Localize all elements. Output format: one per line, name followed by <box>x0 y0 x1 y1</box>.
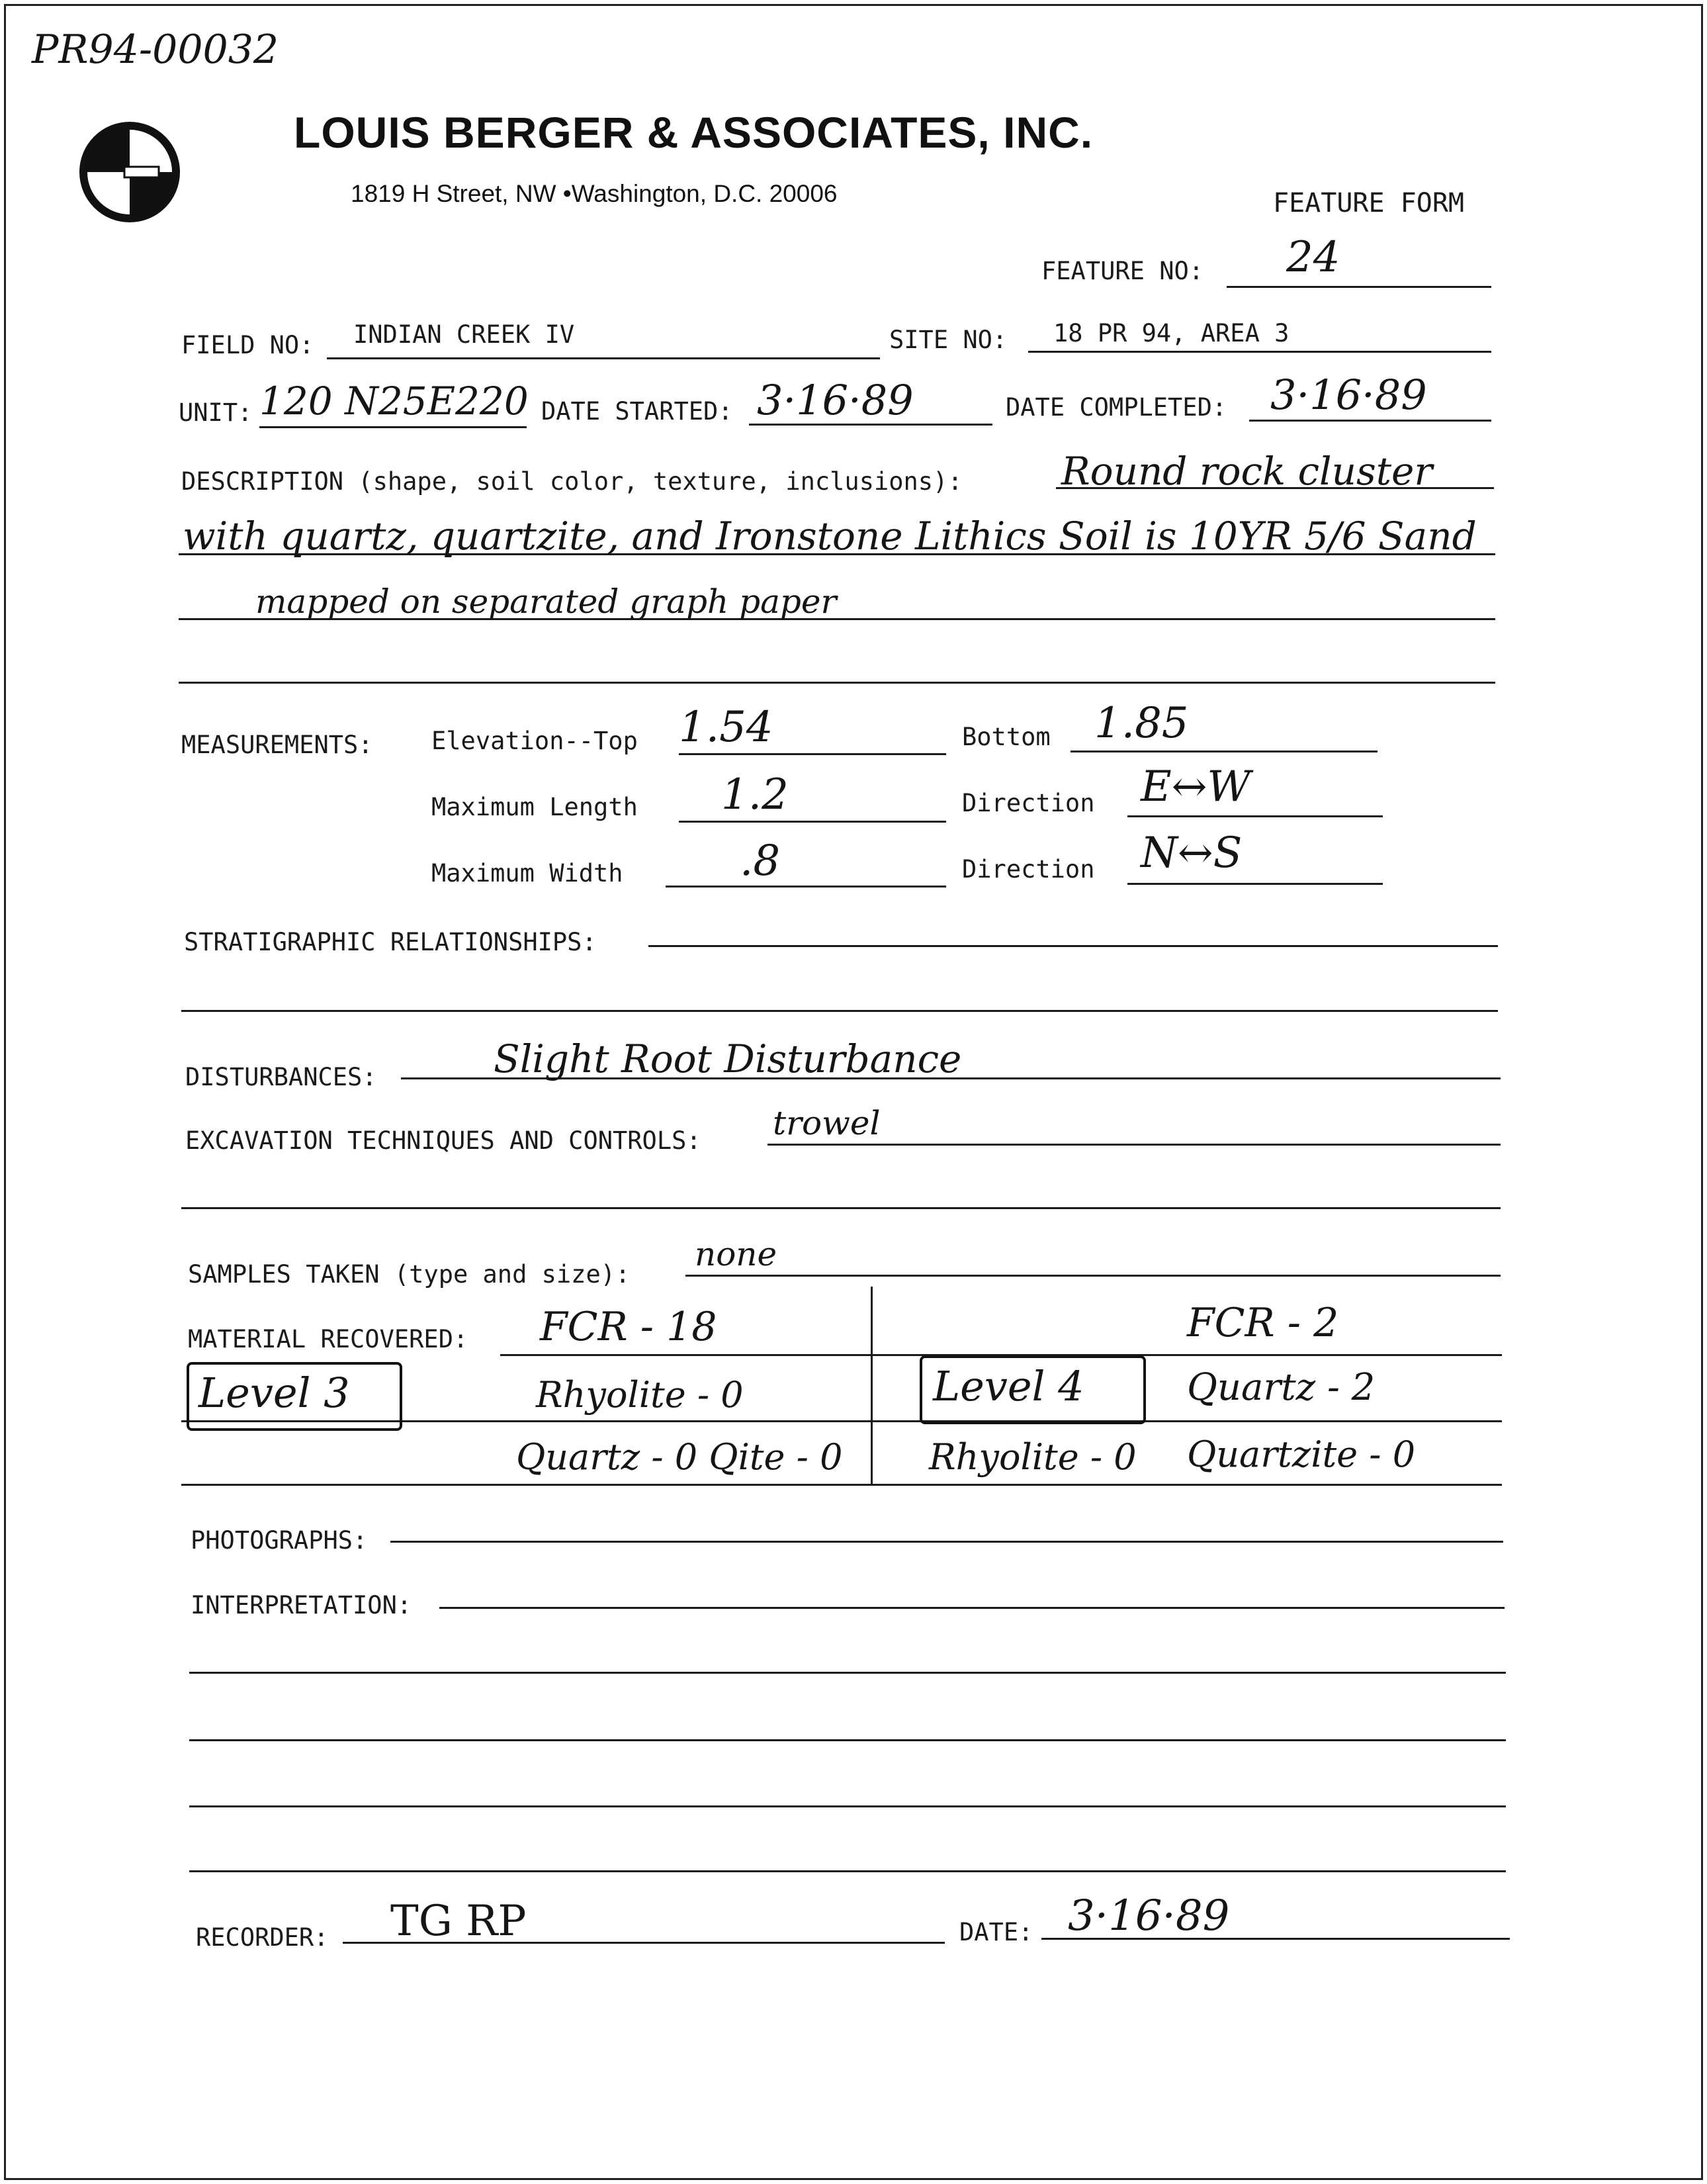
description-text-2: with quartz, quartzite, and Ironstone Lithics Soil is 10YR 5/6 Sand <box>183 514 1477 559</box>
level3-fcr: FCR - 18 <box>540 1304 717 1350</box>
excavation-line-2 <box>181 1207 1501 1209</box>
level4-quartz: Quartz - 2 <box>1187 1366 1376 1409</box>
interpretation-line-4 <box>189 1805 1506 1807</box>
excavation-value: trowel <box>773 1104 881 1142</box>
form-title: FEATURE FORM <box>1273 188 1464 218</box>
field-no-value: INDIAN CREEK IV <box>353 320 575 349</box>
length-direction-label: Direction <box>962 789 1095 817</box>
interpretation-line-1 <box>439 1607 1505 1609</box>
photographs-line <box>390 1541 1503 1543</box>
level4-label: Level 4 <box>933 1362 1084 1410</box>
document-reference: PR94-00032 <box>32 26 279 73</box>
photographs-label: PHOTOGRAPHS: <box>191 1526 368 1555</box>
level3-quartz-quartzite: Quartz - 0 Qite - 0 <box>516 1436 843 1478</box>
stratigraphic-label: STRATIGRAPHIC RELATIONSHIPS: <box>184 928 597 956</box>
interpretation-line-3 <box>189 1739 1506 1741</box>
date-started-value: 3·16·89 <box>757 376 914 424</box>
level4-quartzite: Quartzite - 0 <box>1187 1433 1416 1475</box>
site-no-value: 18 PR 94, AREA 3 <box>1053 319 1290 347</box>
max-width-value: .8 <box>740 837 781 886</box>
stratigraphic-line-2 <box>181 1010 1498 1012</box>
level4-fcr: FCR - 2 <box>1187 1300 1339 1346</box>
width-direction-label: Direction <box>962 855 1095 884</box>
elevation-top-value: 1.54 <box>679 703 773 752</box>
max-length-line <box>679 821 946 823</box>
level4-rhyolite: Rhyolite - 0 <box>929 1436 1137 1478</box>
interpretation-line-5 <box>189 1870 1506 1872</box>
company-logo-icon <box>77 119 183 228</box>
field-no-label: FIELD NO: <box>181 331 314 359</box>
samples-label: SAMPLES TAKEN (type and size): <box>188 1260 631 1289</box>
samples-line <box>685 1275 1501 1277</box>
site-no-label: SITE NO: <box>889 326 1008 354</box>
interpretation-label: INTERPRETATION: <box>191 1591 412 1619</box>
interpretation-line-2 <box>189 1672 1506 1674</box>
description-text-1: Round rock cluster <box>1061 449 1433 494</box>
max-width-label: Maximum Width <box>431 859 623 887</box>
unit-line <box>259 426 527 428</box>
description-label: DESCRIPTION (shape, soil color, texture, inclusions): <box>181 467 963 496</box>
samples-value: none <box>695 1235 777 1273</box>
site-no-line <box>1028 351 1491 353</box>
max-width-line <box>666 886 946 887</box>
max-length-value: 1.2 <box>721 770 789 819</box>
recorder-label: RECORDER: <box>196 1923 329 1952</box>
stratigraphic-line-1 <box>648 945 1498 947</box>
unit-label: UNIT: <box>179 398 253 427</box>
unit-value: 120 N25E220 <box>259 379 529 424</box>
width-direction-line <box>1127 883 1383 885</box>
company-address: 1819 H Street, NW •Washington, D.C. 20006 <box>351 180 838 207</box>
disturbances-label: DISTURBANCES: <box>185 1063 377 1091</box>
feature-no-line <box>1227 286 1491 288</box>
elevation-top-label: Elevation--Top <box>431 727 638 755</box>
date-started-label: DATE STARTED: <box>541 397 733 426</box>
date-completed-label: DATE COMPLETED: <box>1006 393 1227 422</box>
field-no-line <box>327 357 880 359</box>
bottom-line <box>1071 751 1378 752</box>
company-name: LOUIS BERGER & ASSOCIATES, INC. <box>294 108 1094 157</box>
feature-no-value: 24 <box>1286 233 1340 282</box>
description-line-4 <box>179 682 1495 684</box>
excavation-label: EXCAVATION TECHNIQUES AND CONTROLS: <box>185 1126 701 1155</box>
level3-rhyolite: Rhyolite - 0 <box>536 1374 744 1416</box>
max-length-label: Maximum Length <box>431 793 638 821</box>
disturbances-value: Slight Root Disturbance <box>494 1036 962 1081</box>
date-label: DATE: <box>959 1918 1033 1946</box>
date-completed-value: 3·16·89 <box>1270 371 1427 419</box>
material-divider <box>871 1287 873 1485</box>
width-direction-value: N↔S <box>1141 829 1243 878</box>
date-completed-line <box>1249 420 1491 422</box>
bottom-label: Bottom <box>962 723 1051 751</box>
level3-label: Level 3 <box>198 1369 350 1417</box>
description-text-3: mapped on separated graph paper <box>255 582 837 621</box>
bottom-value: 1.85 <box>1094 699 1189 748</box>
date-value: 3·16·89 <box>1068 1891 1230 1940</box>
length-direction-line <box>1127 815 1383 817</box>
excavation-line-1 <box>767 1144 1501 1146</box>
feature-no-label: FEATURE NO: <box>1041 257 1204 285</box>
recorder-value: TG RP <box>390 1897 527 1946</box>
elevation-top-line <box>679 753 946 755</box>
material-label: MATERIAL RECOVERED: <box>188 1325 468 1353</box>
measurements-label: MEASUREMENTS: <box>181 731 373 759</box>
material-line-3 <box>181 1484 1502 1486</box>
length-direction-value: E↔W <box>1141 762 1251 811</box>
